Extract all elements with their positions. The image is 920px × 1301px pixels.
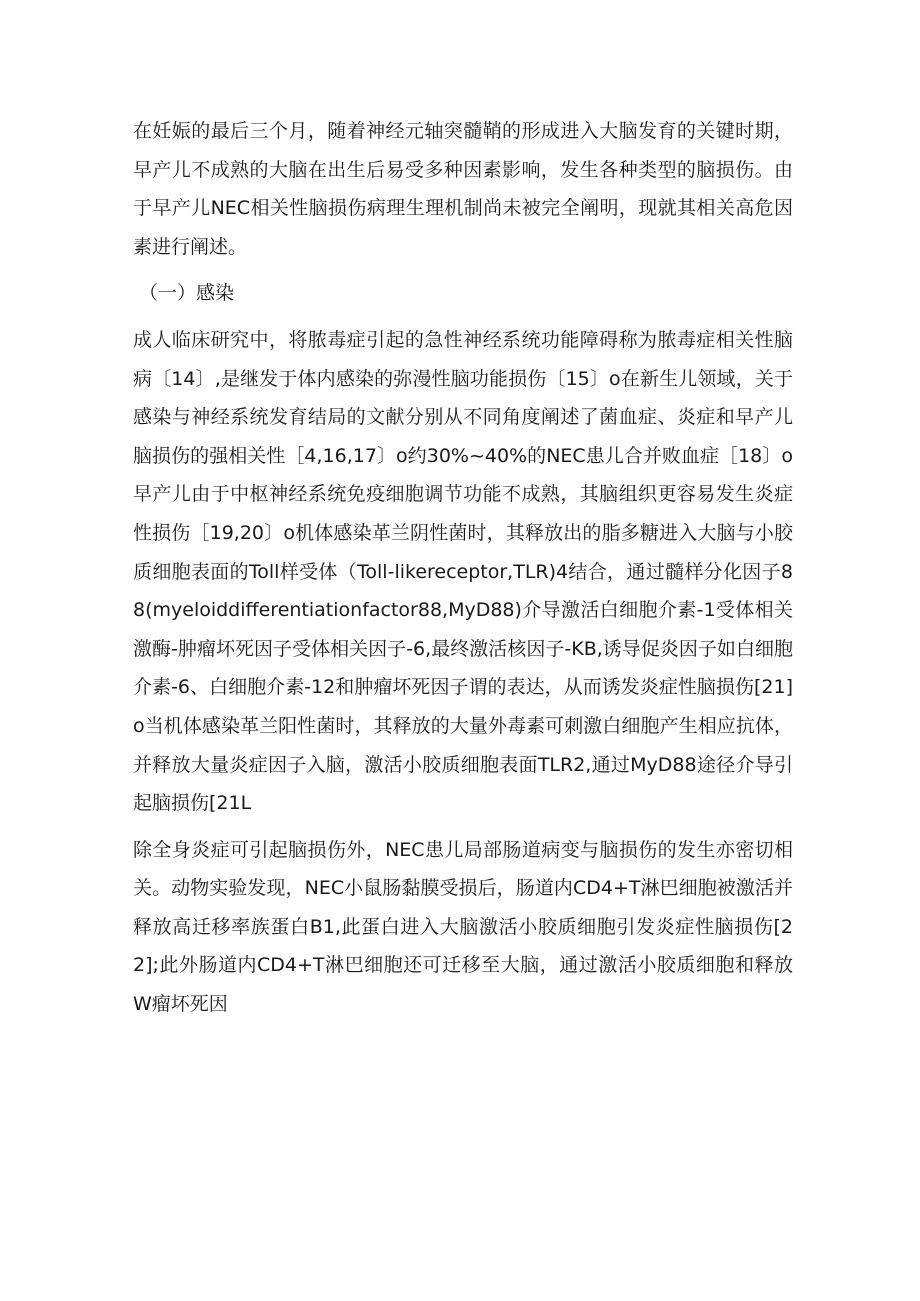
paragraph-gap (133, 823, 793, 831)
paragraph-gap (133, 266, 793, 274)
section-heading-infection: （一）感染 (139, 282, 235, 305)
paragraph-intro: 在妊娠的最后三个月，随着神经元轴突髓鞘的形成进入大脑发育的关键时期，早产儿不成熟的大脑在出生后易受多种因素影响，发生各种类型的脑损伤。由于早产儿NEC相关性脑损伤病理生理机制尚未被完全阐明，现就其相关高危因素进行阐述。 (133, 120, 793, 258)
paragraph-intestinal: 除全身炎症可引起脑损伤外，NEC患儿局部肠道病变与脑损伤的发生亦密切相关。动物实验发现，NEC小鼠肠黏膜受损后，肠道内CD4+T淋巴细胞被激活并释放高迁移率族蛋白B1,此蛋白进入大脑激活小胶质细胞引发炎症性脑损伤[22];此外肠道内CD4+T淋巴细胞还可迁移至大脑，通过激活小胶质细胞和释放W瘤坏死因 (133, 838, 793, 1016)
paragraph-infection: 成人临床研究中，将脓毒症引起的急性神经系统功能障碍称为脓毒症相关性脑病〔14〕,是继发于体内感染的弥漫性脑功能损伤〔15〕o在新生儿领域，关于感染与神经系统发育结局的文献分别从不同角度阐述了菌血症、炎症和早产儿脑损伤的强相关性［4,16,17〕o约30%~40%的NEC患儿合并败血症［18〕o早产儿由于中枢神经系统免疫细胞调节功能不成熟，其脑组织更容易发生炎症性损伤［19,20〕o机体感染革兰阴性菌时，其释放出的脂多糖进入大脑与小胶质细胞表面的Toll样受体（Toll-likereceptor,TLR)4结合，通过髓样分化因子88(myeloiddifferentiationfactor88,MyD88)介导激活白细胞介素-1受体相关激酶-肿瘤坏死因子受体相关因子-6,最终激活核因子-KB,诱导促炎因子如白细胞介素-6、白细胞介素-12和肿瘤坏死因子谓的表达，从而诱发炎症性脑损伤[21]o当机体感染革兰阳性菌时，其释放的大量外毒素可刺激白细胞产生相应抗体，并释放大量炎症因子入脑，激活小胶质细胞表面TLR2,通过MyD88途径介导引起脑损伤[21L (133, 328, 793, 815)
paragraph-gap (133, 313, 793, 321)
document-body (133, 112, 793, 1024)
